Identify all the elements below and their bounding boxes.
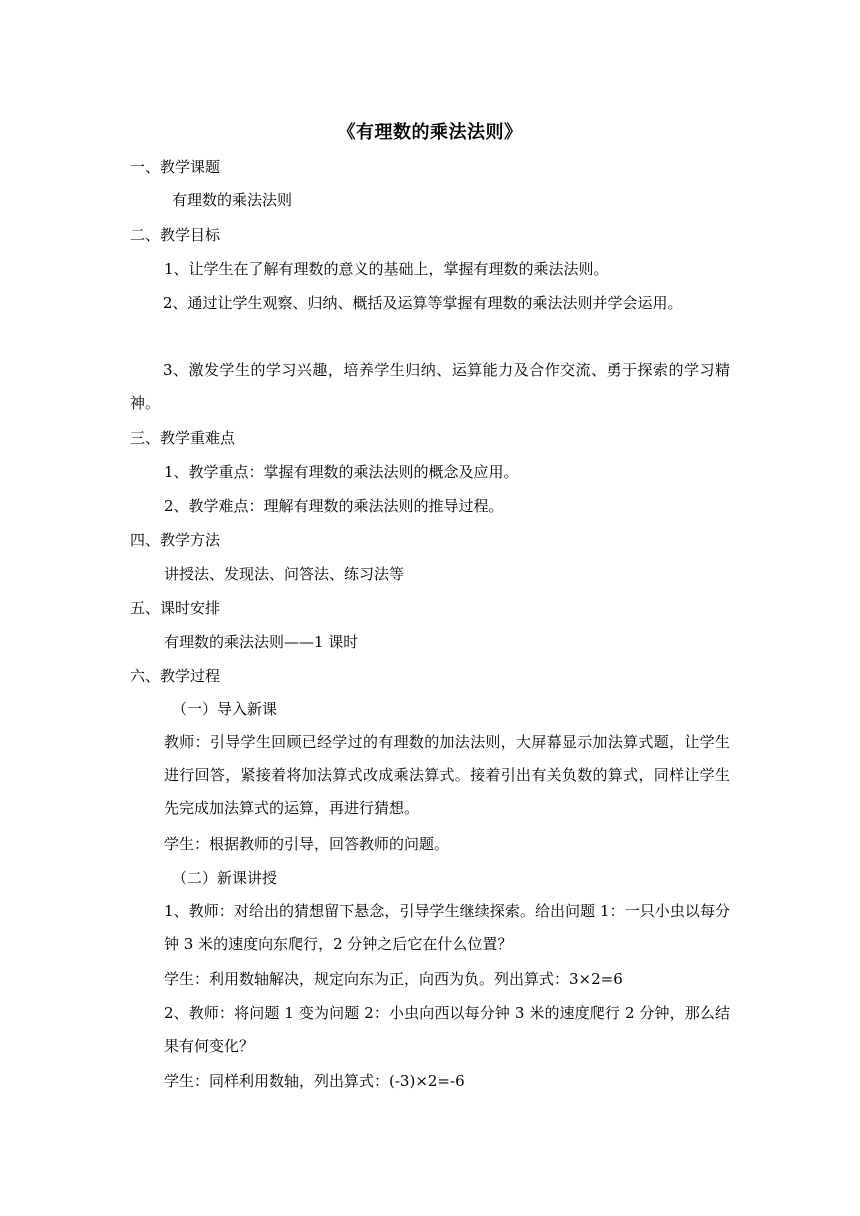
schedule-text: 有理数的乘法法则——1 课时	[164, 633, 359, 651]
key-point-item: 1、教学重点：掌握有理数的乘法法则的概念及应用。	[164, 463, 519, 481]
section-heading-topic: 一、教学课题	[130, 158, 221, 176]
objective-item: 2、通过让学生观察、归纳、概括及运算等掌握有理数的乘法法则并学会运用。	[163, 294, 683, 312]
document-title: 《有理数的乘法法则》	[337, 122, 523, 143]
methods-text: 讲授法、发现法、问答法、练习法等	[164, 565, 405, 583]
teacher-paragraph: 教师：引导学生回顾已经学过的有理数的加法法则，大屏幕显示加法算式题，让学生进行回答，紧接着将加法算式改成乘法算式。接着引出有关负数的算式，同样让学生先完成加法算式的运算，再进行猜想。	[164, 733, 730, 817]
student-paragraph: 学生：根据教师的引导，回答教师的问题。	[164, 835, 450, 853]
section-heading-objectives: 二、教学目标	[130, 226, 221, 244]
teacher-paragraph: 2、教师：将问题 1 变为问题 2：小虫向西以每分钟 3 米的速度爬行 2 分钟，那么结果有何变化？	[164, 1004, 730, 1055]
subheading-intro: （一）导入新课	[172, 700, 278, 718]
key-point-item: 2、教学难点：理解有理数的乘法法则的推导过程。	[164, 497, 504, 515]
section-heading-process: 六、教学过程	[130, 667, 221, 685]
student-paragraph: 学生：利用数轴解决，规定向东为正，向西为负。列出算式：3×2=6	[164, 970, 623, 988]
section-heading-schedule: 五、课时安排	[130, 599, 221, 617]
student-paragraph: 学生：同样利用数轴，列出算式：(-3)×2=-6	[164, 1072, 465, 1090]
section-heading-key-points: 三、教学重难点	[130, 429, 236, 447]
teacher-paragraph: 1、教师：对给出的猜想留下悬念，引导学生继续探索。给出问题 1：一只小虫以每分钟 3 米的速度向东爬行，2 分钟之后它在什么位置？	[164, 902, 730, 953]
objective-item: 3、激发学生的学习兴趣，培养学生归纳、运算能力及合作交流、勇于探索的学习精神。	[130, 361, 730, 412]
subheading-new-lesson: （二）新课讲授	[172, 869, 278, 887]
section-heading-methods: 四、教学方法	[130, 531, 221, 549]
topic-text: 有理数的乘法法则	[172, 191, 293, 209]
objective-item: 1、让学生在了解有理数的意义的基础上，掌握有理数的乘法法则。	[164, 260, 609, 278]
